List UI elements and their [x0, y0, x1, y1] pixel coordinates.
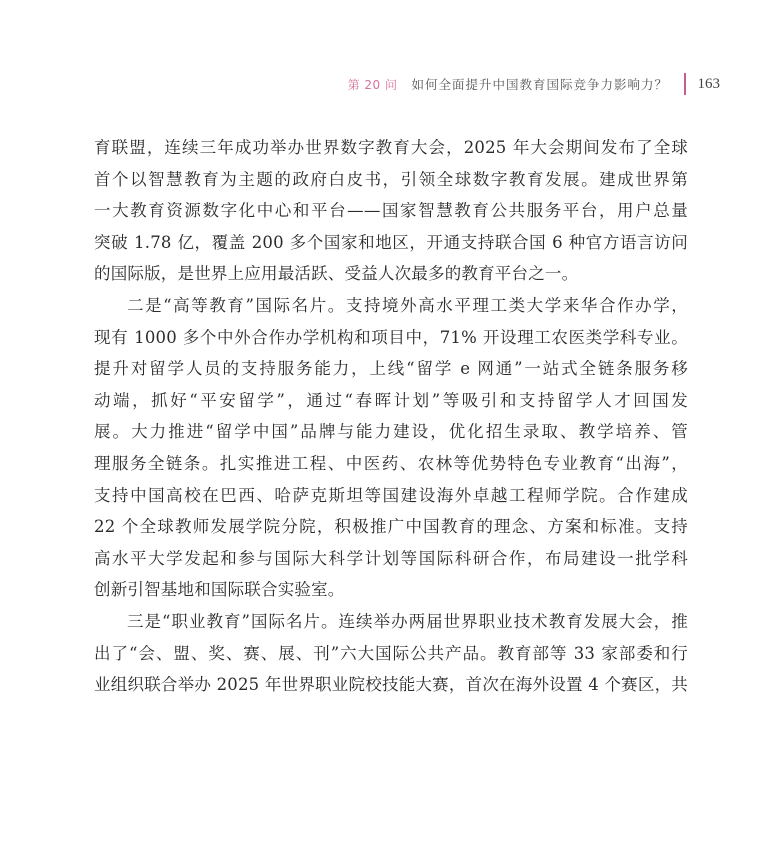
text-line: 现有 1000 多个中外合作办学机构和项目中，71% 开设理工农医类学科专业。: [94, 327, 688, 347]
header-divider: [684, 73, 686, 95]
text-line: 的国际版，是世界上应用最活跃、受益人次最多的教育平台之一。: [94, 264, 579, 284]
text-line: 业组织联合举办 2025 年世界职业院校技能大赛，首次在海外设置 4 个赛区，共: [94, 675, 688, 695]
paragraph-2: [94, 290, 688, 606]
paragraph-1: [94, 132, 688, 290]
text-line: 二是“高等教育”国际名片。支持境外高水平理工类大学来华合作办学，: [127, 295, 688, 315]
text-line: 出了“会、盟、奖、赛、展、刊”六大国际公共产品。教育部等 33 家部委和行: [94, 643, 688, 663]
text-line: 提升对留学人员的支持服务能力，上线“留学 e 网通”一站式全链条服务移: [94, 359, 688, 379]
text-line: 育联盟，连续三年成功举办世界数字教育大会，2025 年大会期间发布了全球: [94, 138, 688, 157]
text-line: 创新引智基地和国际联合实验室。: [94, 580, 345, 600]
text-line: 理服务全链条。扎实推进工程、中医药、农林等优势特色专业教育“出海”，: [94, 453, 688, 473]
text-line: 动端，抓好“平安留学”，通过“春晖计划”等吸引和支持留学人才回国发: [94, 390, 688, 410]
text-line: 一大教育资源数字化中心和平台——国家智慧教育公共服务平台，用户总量: [94, 201, 688, 221]
text-line: 22 个全球教师发展学院分院，积极推广中国教育的理念、方案和标准。支持: [94, 517, 688, 537]
text-line: 展。大力推进“留学中国”品牌与能力建设，优化招生录取、教学培养、管: [94, 422, 688, 442]
paragraph-3: [94, 606, 688, 701]
body-text: [94, 132, 688, 701]
text-line: 高水平大学发起和参与国际大科学计划等国际科研合作，布局建设一批学科: [94, 548, 688, 568]
running-header: [348, 72, 720, 96]
text-line: 突破 1.78 亿，覆盖 200 多个国家和地区，开通支持联合国 6 种官方语言访问: [94, 232, 688, 252]
text-line: 三是“职业教育”国际名片。连续举办两届世界职业技术教育发展大会，推: [127, 611, 688, 631]
text-line: 首个以智慧教育为主题的政府白皮书，引领全球数字教育发展。建成世界第: [94, 169, 688, 189]
chapter-label: 第 20 问: [347, 77, 398, 92]
text-line: 支持中国高校在巴西、哈萨克斯坦等国建设海外卓越工程师学院。合作建成: [94, 485, 688, 505]
page-number: 163: [697, 75, 720, 92]
chapter-title: 如何全面提升中国教育国际竞争力影响力？: [411, 77, 668, 92]
